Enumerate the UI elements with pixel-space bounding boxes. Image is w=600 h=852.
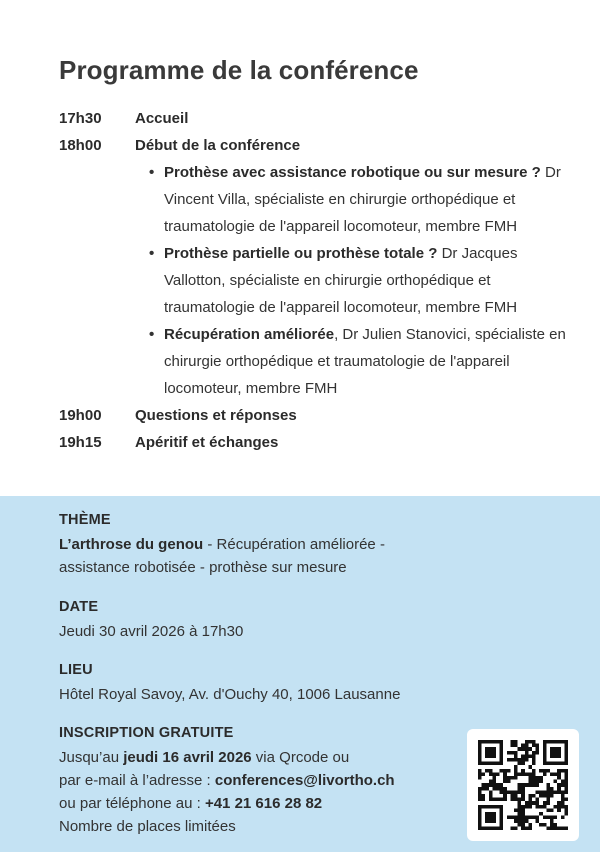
programme-time: 19h15 xyxy=(59,434,102,451)
lieu-section xyxy=(59,659,579,706)
lieu-value: Hôtel Royal Savoy, Av. d'Ouchy 40, 1006 Lausanne xyxy=(59,686,401,703)
inscription-line xyxy=(59,769,459,792)
programme-time: 17h30 xyxy=(59,110,102,127)
email-link[interactable]: conferences@livortho.ch xyxy=(214,772,395,789)
programme-time: 19h00 xyxy=(59,407,102,424)
talk-item xyxy=(149,321,579,402)
inscription-deadline: jeudi 16 avril 2026 xyxy=(123,749,252,766)
theme-label: THÈME xyxy=(59,512,111,528)
programme-event: Accueil xyxy=(135,110,189,127)
programme-time: 18h00 xyxy=(59,137,102,154)
talk-speaker: Dr Vincent Villa, spécialiste en chirurgie orthopédique et traumatologie de l'appareil locomoteur, membre FMH xyxy=(164,164,561,235)
date-label: DATE xyxy=(59,599,99,615)
page-title: Programme de la conférence xyxy=(59,55,419,85)
talk-speaker: , Dr Julien Stanovici, spécialiste en chirurgie orthopédique et traumatologie de l'appareil locomoteur, membre FMH xyxy=(164,326,566,397)
programme-event: Apéritif et échanges xyxy=(135,434,279,451)
talk-title: Récupération améliorée xyxy=(164,326,335,343)
talk-list xyxy=(149,159,579,402)
talk-title: Prothèse avec assistance robotique ou sur mesure ? xyxy=(164,164,541,181)
theme-section xyxy=(59,509,459,579)
programme-list xyxy=(59,105,579,456)
programme-row xyxy=(59,105,579,132)
talk-speaker: Dr Jacques Vallotton, spécialiste en chirurgie orthopédique et traumatologie de l'appareil locomoteur, membre FMH xyxy=(164,245,518,316)
date-value: Jeudi 30 avril 2026 à 17h30 xyxy=(59,623,244,640)
date-section xyxy=(59,596,559,643)
qr-code-icon xyxy=(478,740,568,830)
programme-row xyxy=(59,429,579,456)
programme-row xyxy=(59,132,579,159)
phone-link[interactable]: +41 21 616 28 82 xyxy=(204,795,323,812)
theme-rest: - Récupération améliorée - assistance robotisée - prothèse sur mesure xyxy=(59,536,385,576)
talk-item xyxy=(149,159,579,240)
programme-row xyxy=(59,402,579,429)
qr-code[interactable] xyxy=(467,729,579,841)
inscription-line xyxy=(59,792,459,815)
inscription-label: INSCRIPTION GRATUITE xyxy=(59,725,234,741)
inscription-text: par e-mail à l’adresse : xyxy=(59,772,215,789)
lieu-label: LIEU xyxy=(59,662,93,678)
inscription-text: Jusqu’au xyxy=(59,749,124,766)
inscription-section xyxy=(59,722,459,838)
programme-event: Début de la conférence xyxy=(135,137,301,154)
theme-bold: L’arthrose du genou xyxy=(59,536,204,553)
programme-event: Questions et réponses xyxy=(135,407,297,424)
inscription-text: ou par téléphone au : xyxy=(59,795,205,812)
places-note: Nombre de places limitées xyxy=(59,818,236,835)
talk-title: Prothèse partielle ou prothèse totale ? xyxy=(164,245,438,262)
inscription-line xyxy=(59,746,459,769)
talk-item xyxy=(149,240,579,321)
inscription-text: via Qrcode ou xyxy=(251,749,350,766)
theme-text xyxy=(59,533,459,579)
